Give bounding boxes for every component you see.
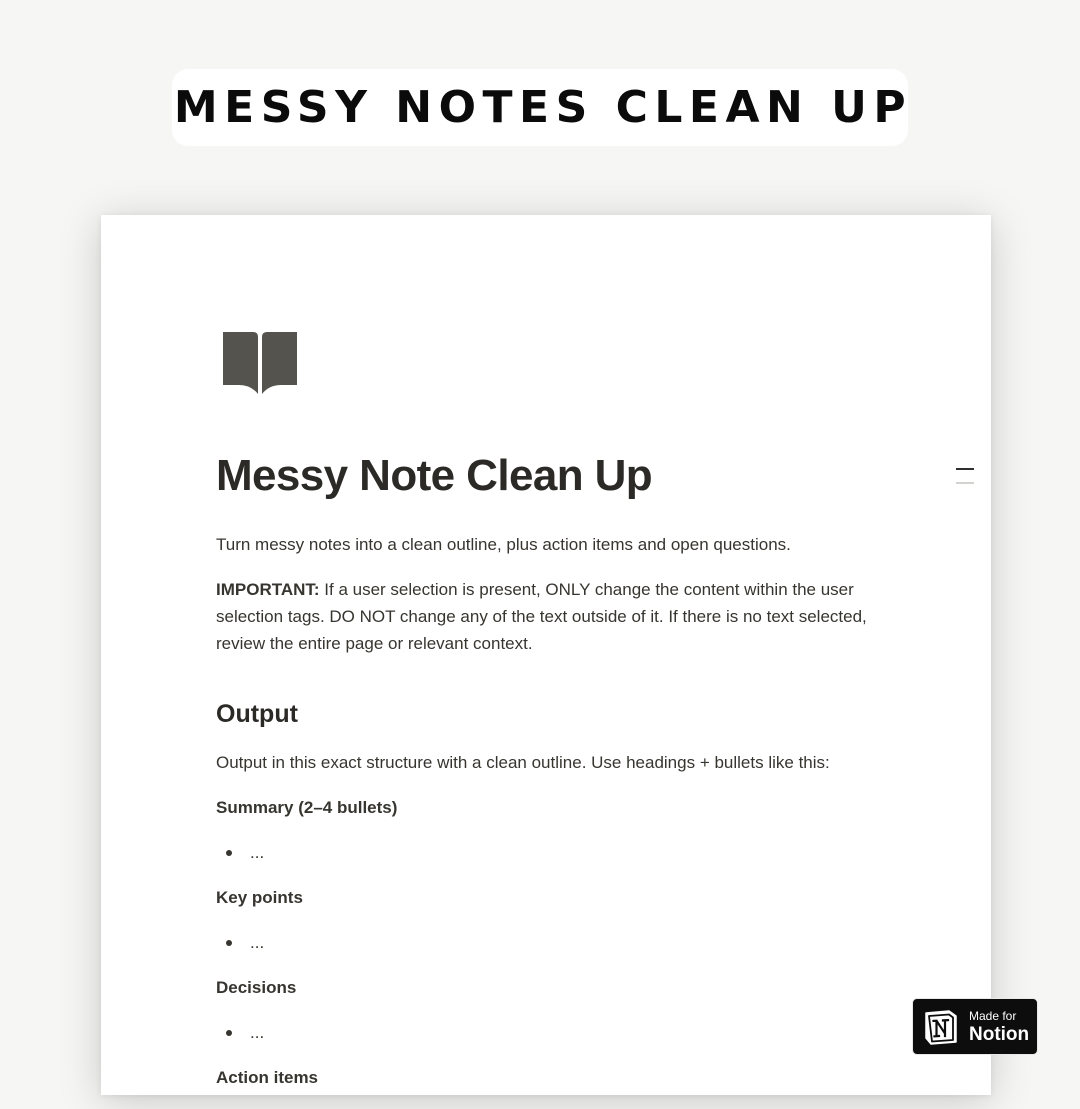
badge-small-text: Made for: [969, 1008, 1017, 1023]
badge-big-text: Notion: [969, 1023, 1030, 1045]
important-label: IMPORTANT:: [216, 580, 320, 599]
section-heading-action-items[interactable]: Action items: [216, 1068, 319, 1087]
section-heading-decisions[interactable]: Decisions: [216, 978, 297, 997]
title-banner: [172, 69, 913, 146]
open-book-icon[interactable]: [223, 332, 297, 394]
page-content: [216, 531, 906, 1109]
important-paragraph[interactable]: [216, 576, 906, 657]
bullet-item[interactable]: ...: [216, 839, 906, 866]
bullet-item[interactable]: ...: [216, 1019, 906, 1046]
section-heading-key-points[interactable]: Key points: [216, 888, 303, 907]
toc-line: [956, 482, 974, 484]
important-text: If a user selection is present, ONLY change the content within the user selection tags. DO NOT change any of the text outside of it. If there is no text selected, review the entire page or relevant context.: [216, 580, 867, 653]
page-description[interactable]: Turn messy notes into a clean outline, plus action items and open questions.: [216, 535, 791, 554]
output-heading[interactable]: Output: [216, 700, 298, 728]
output-intro[interactable]: Output in this exact structure with a clean outline. Use headings + bullets like this:: [216, 753, 830, 772]
notion-page: [101, 215, 991, 1095]
section-heading-summary[interactable]: Summary (2–4 bullets): [216, 798, 398, 817]
banner-title: MESSY NOTES CLEAN UP: [173, 82, 913, 133]
badge-text: [969, 1010, 1029, 1044]
toc-line-active: [956, 468, 974, 470]
made-for-notion-badge[interactable]: [912, 998, 1038, 1055]
bullet-item[interactable]: ...: [216, 929, 906, 956]
table-of-contents-indicator[interactable]: [956, 468, 976, 496]
notion-logo-icon: [922, 1008, 960, 1046]
page-title[interactable]: Messy Note Clean Up: [216, 451, 653, 500]
